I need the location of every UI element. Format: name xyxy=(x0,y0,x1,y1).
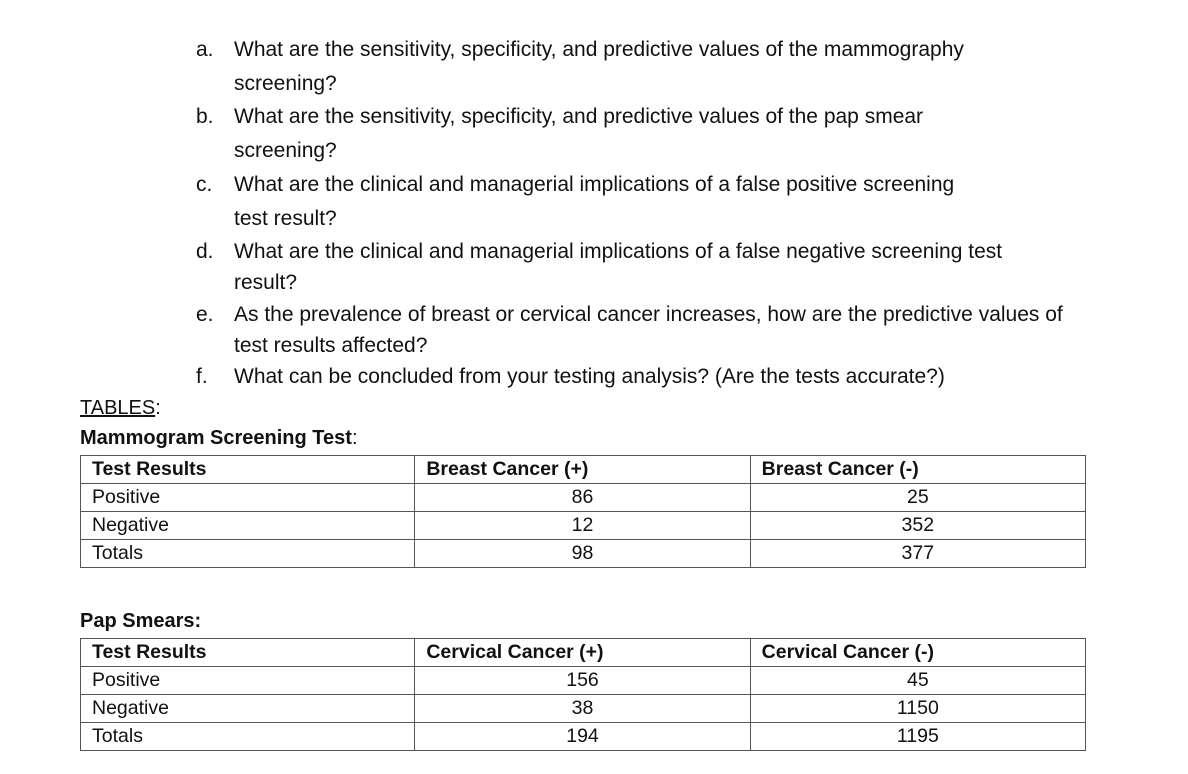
table-header-row xyxy=(81,456,1086,484)
pap-smear-table-title xyxy=(80,608,201,634)
table-cell: 1195 xyxy=(750,723,1085,751)
row-label: Positive xyxy=(81,667,415,695)
question-text-line: What are the clinical and managerial implications of a false positive screening xyxy=(234,173,955,196)
column-header: Cervical Cancer (+) xyxy=(415,639,750,667)
table-row xyxy=(81,695,1086,723)
row-label: Negative xyxy=(81,695,415,723)
row-label: Totals xyxy=(81,540,415,568)
tables-heading-label: TABLES xyxy=(80,397,156,419)
table-cell: 352 xyxy=(750,512,1085,540)
tables-heading-colon: : xyxy=(155,397,161,419)
column-header: Breast Cancer (+) xyxy=(415,456,750,484)
table-cell: 1150 xyxy=(750,695,1085,723)
table-row xyxy=(81,484,1086,512)
table-cell: 194 xyxy=(415,723,750,751)
table-header-row xyxy=(81,639,1086,667)
table-row xyxy=(81,540,1086,568)
column-header: Cervical Cancer (-) xyxy=(750,639,1085,667)
mammogram-title-colon: : xyxy=(351,427,358,449)
question-text-line: What are the clinical and managerial implications of a false negative screening test xyxy=(234,240,1003,263)
question-letter: c. xyxy=(196,173,213,196)
question-text-line: test result? xyxy=(234,207,337,230)
question-text-line: screening? xyxy=(234,139,337,162)
table-cell: 98 xyxy=(415,540,750,568)
question-letter: b. xyxy=(196,105,214,128)
mammogram-table xyxy=(80,455,1086,568)
table-row xyxy=(81,512,1086,540)
column-header: Test Results xyxy=(81,639,415,667)
question-text-line: What can be concluded from your testing analysis? (Are the tests accurate?) xyxy=(234,365,945,388)
table-cell: 156 xyxy=(415,667,750,695)
pap-title-label: Pap Smears: xyxy=(80,610,202,632)
table-cell: 45 xyxy=(750,667,1085,695)
question-letter: e. xyxy=(196,303,214,326)
mammogram-table-title xyxy=(80,425,358,451)
column-header: Breast Cancer (-) xyxy=(750,456,1085,484)
question-letter: f. xyxy=(196,365,208,388)
tables-heading xyxy=(80,395,161,421)
table-cell: 86 xyxy=(415,484,750,512)
table-row xyxy=(81,667,1086,695)
question-letter: d. xyxy=(196,240,214,263)
question-text-line: As the prevalence of breast or cervical cancer increases, how are the predictive values of xyxy=(234,303,1063,326)
pap-smear-table xyxy=(80,638,1086,751)
question-text-line: screening? xyxy=(234,72,337,95)
question-letter: a. xyxy=(196,38,214,61)
question-text-line: result? xyxy=(234,271,298,294)
question-text-line: test results affected? xyxy=(234,334,428,357)
table-row xyxy=(81,723,1086,751)
table-cell: 25 xyxy=(750,484,1085,512)
question-text-line: What are the sensitivity, specificity, and predictive values of the pap smear xyxy=(234,105,924,128)
table-cell: 38 xyxy=(415,695,750,723)
mammogram-title-label: Mammogram Screening Test xyxy=(80,427,352,449)
row-label: Negative xyxy=(81,512,415,540)
question-text-line: What are the sensitivity, specificity, and predictive values of the mammography xyxy=(234,38,964,61)
column-header: Test Results xyxy=(81,456,415,484)
table-cell: 377 xyxy=(750,540,1085,568)
table-cell: 12 xyxy=(415,512,750,540)
row-label: Totals xyxy=(81,723,415,751)
row-label: Positive xyxy=(81,484,415,512)
